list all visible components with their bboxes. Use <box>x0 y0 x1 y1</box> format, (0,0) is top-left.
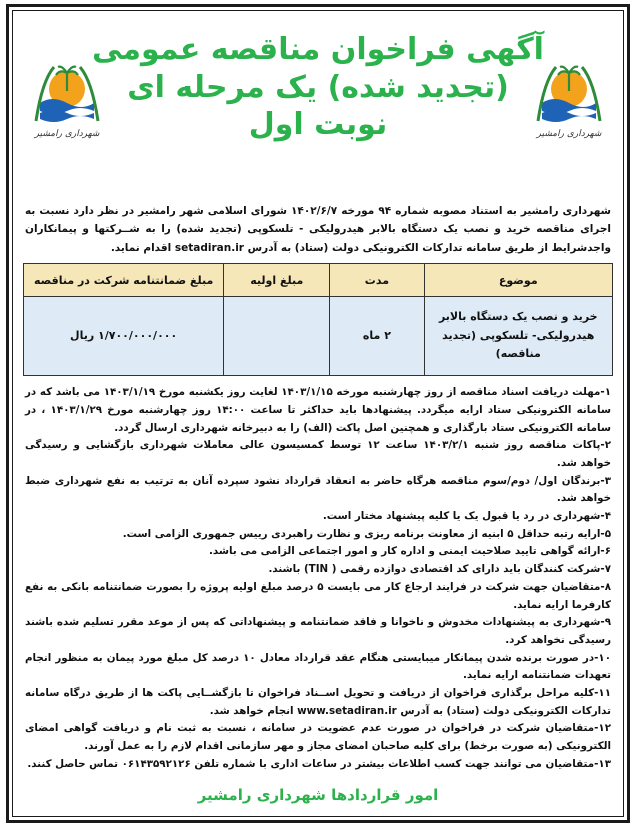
ramshir-emblem-icon <box>534 61 604 127</box>
table-header-row <box>24 264 613 297</box>
title-line-3: نوبت اول <box>248 107 388 142</box>
condition-item: ۴-شهرداری در رد یا قبول یک یا کلیه پیشنهاد مختار است. <box>322 510 611 523</box>
condition-item: ۱-مهلت دریافت اسناد مناقصه از روز چهارشنبه مورخه ۱۴۰۳/۱/۱۵ لغایت روز یکشنبه مورخ ۱۴۰۳/۱/۱۹ می باشد که در سامانه الکترونیکی ستاد ارایه میگردد. پیشنهادها باید حداکثر تا ساعت ۱۴:۰۰ روز چهارشنبه مورخ ۱۴۰۳/۱/۲۹ ، در سامانه الکترونیکی ستاد بارگذاری و همچنین اصل پاکت (الف) را به دبیرخانه شهرداری ارسال گردد. <box>25 386 611 434</box>
header <box>23 31 613 196</box>
condition-item: ۵-ارایه رتبه حداقل ۵ ابنیه از معاونت برنامه ریزی و نظارت راهبردی رییس جمهوری الزامی است. <box>122 527 611 540</box>
conditions-list <box>25 384 611 773</box>
condition-item: ۲-پاکات مناقصه روز شنبه ۱۴۰۳/۲/۱ ساعت ۱۲ توسط کمسیسون عالی معاملات شهرداری بازگشایی و رسیدگی خواهد شد. <box>25 439 611 469</box>
cell-duration: ۲ ماه <box>330 297 424 376</box>
footer-signature: امور قراردادها شهرداری رامشیر <box>197 786 439 804</box>
municipality-logo-right <box>529 61 609 151</box>
header-subject: موضوع <box>424 264 612 297</box>
condition-item: ۶-ارائه گواهی تایید صلاحیت ایمنی و اداره کار و امور اجتماعی الزامی می باشد. <box>209 545 611 558</box>
intro-paragraph: شهرداری رامشیر به استناد مصوبه شماره ۹۴ مورخه ۱۴۰۲/۶/۷ شورای اسلامی شهر رامشیر در نظر دارد نسبت به اجرای مناقصه خرید و نصب یک دستگاه بالابر هیدرولیکی - تلسکوپی (تجدید شده) را به شــرکتها و پیمانکاران واجدشرایط از طریق سامانه تدارکات الکترونیکی دولت (ستاد) به آدرس setadiran.ir اقدام نماید. <box>25 205 611 254</box>
header-base-amount: مبلغ اولیه <box>224 264 330 297</box>
cell-subject: خرید و نصب یک دستگاه بالابر هیدرولیکی- تلسکوپی (تجدید مناقصه) <box>424 297 612 376</box>
title-line-2: (تجدید شده) یک مرحله ای <box>127 69 509 105</box>
municipality-logo-left <box>27 61 107 151</box>
cell-guarantee: ۱/۷۰۰/۰۰۰/۰۰۰ ریال <box>24 297 224 376</box>
condition-item: ۱۱-کلیه مراحل برگذاری فراخوان از دریافت و تحویل اســناد فراخوان تا بازگشــایی پاکت ها از طریق درگاه سامانه تدارکات الکترونیکی دولت (ستاد) به آدرس www.setadiran.ir انجام خواهد شد. <box>25 687 611 717</box>
header-guarantee: مبلغ ضمانتنامه شرکت در مناقصه <box>24 264 224 297</box>
condition-item: ۱۳-متقاضیان می توانند جهت کسب اطلاعات بیشتر در ساعات اداری با شماره تلفن ۰۶۱۴۳۵۹۲۱۲۶ تماس حاصل کنند. <box>27 757 611 770</box>
condition-item: ۷-شرکت کنندگان باید دارای کد اقتصادی دوازده رقمی ( TIN) باشند. <box>268 563 611 576</box>
cell-base-amount <box>224 297 330 376</box>
ramshir-emblem-icon <box>32 61 102 127</box>
condition-item: ۱۲-متقاضیان شرکت در فراخوان در صورت عدم عضویت در سامانه ، نسبت به ثبت نام و دریافت گواهی امضای الکترونیکی (به صورت برخط) برای کلیه صاحبان امضای مجاز و مهر سازمانی اقدام لازم را به عمل آورند. <box>25 722 611 753</box>
title-line-1: آگهی فراخوان مناقصه عمومی <box>92 32 544 67</box>
header-duration: مدت <box>330 264 424 297</box>
announcement-title <box>23 31 613 144</box>
condition-item: ۸-متقاضیان جهت شرکت در فرایند ارجاع کار می بایست ۵ درصد مبلغ اولیه پروژه را بصورت ضمانتنامه بانکی به نفع کارفرما ارایه نماید. <box>25 580 611 611</box>
logo-caption: شهرداری رامشیر <box>536 129 602 139</box>
table-row <box>24 297 613 376</box>
condition-item: ۱۰-در صورت برنده شدن پیمانکار میبایستی هنگام عقد قرارداد معادل ۱۰ درصد کل مبلغ مورد پیمان به منظور انجام تعهدات ضمانتنامه ارایه نماید. <box>25 651 611 682</box>
condition-item: ۳-برندگان اول/ دوم/سوم مناقصه هرگاه حاضر به انعقاد قرارداد نشود سپرده آنان به ترتیب به نفع شهرداری ضبط خواهد شد. <box>25 474 611 505</box>
tender-table <box>23 263 613 376</box>
logo-caption: شهرداری رامشیر <box>34 129 100 139</box>
announcement-frame <box>6 4 630 823</box>
condition-item: ۹-شهرداری به پیشنهادات مخدوش و ناخوانا و فاقد ضمانتنامه و پیشنهاداتی که پس از موعد مقرر تسلیم شده باشند رسیدگی نخواهد کرد. <box>25 616 611 646</box>
